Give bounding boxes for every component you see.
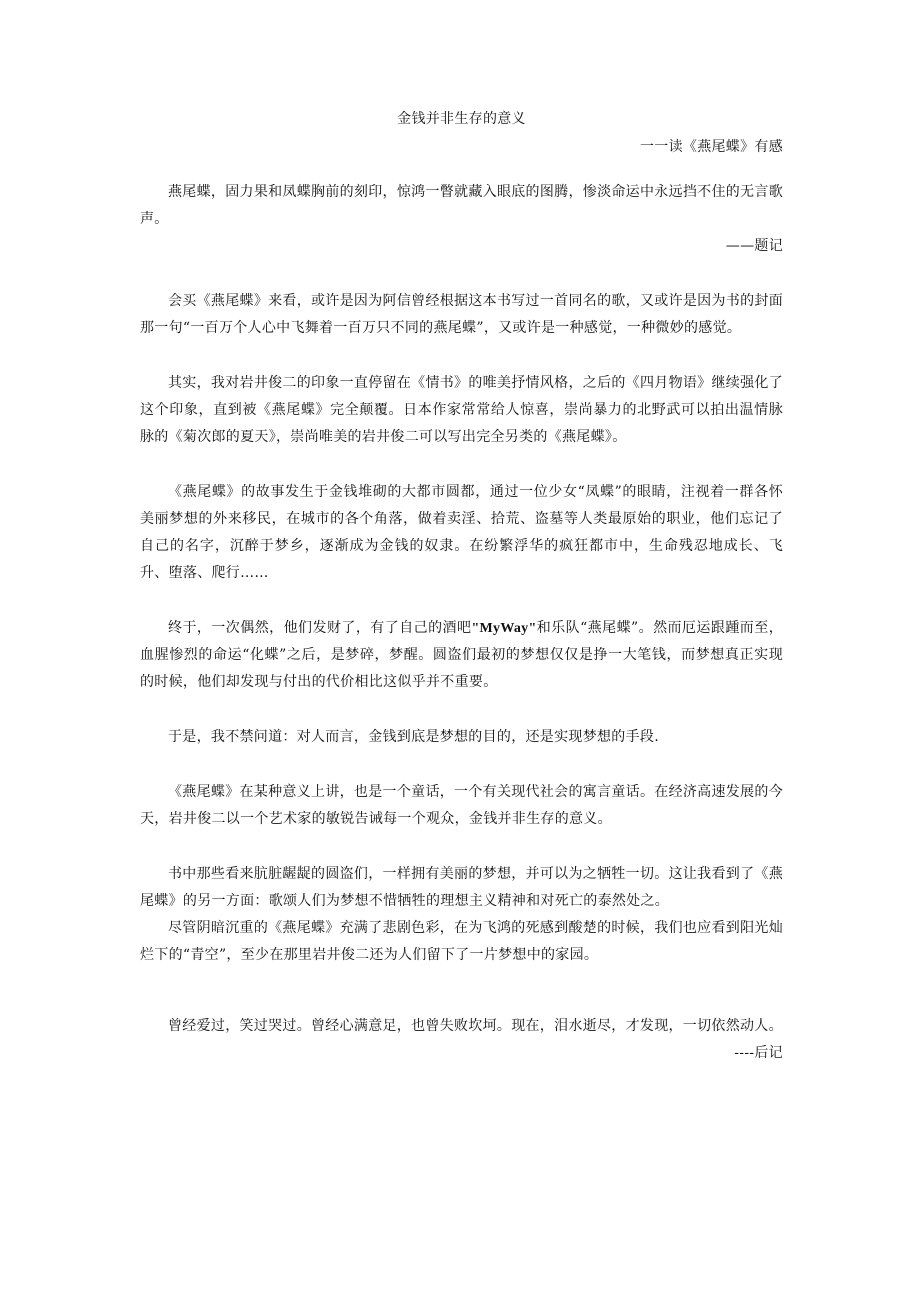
paragraph-8: 尽管阴暗沉重的《燕尾蝶》充满了悲剧色彩，在为飞鸿的死感到酸楚的时候，我们也应看到阳光灿烂下的“青空”，至少在那里岩井俊二还为人们留下了一片梦想中的家园。 [140, 920, 783, 963]
document-page [140, 106, 783, 1067]
spacer [140, 342, 783, 370]
paragraph-6: 《燕尾蝶》在某种意义上讲，也是一个童话，一个有关现代社会的寓言童话。在经济高速发展的今天，岩井俊二以一个艺术家的敏锐告诫每一个观众，金钱并非生存的意义。 [140, 784, 783, 827]
spacer [140, 587, 783, 615]
bar-name-myway: "MyWay" [471, 621, 537, 636]
spacer [140, 751, 783, 779]
epigraph-text: 燕尾蝶，固力果和凤蝶胸前的刻印，惊鸿一瞥就藏入眼底的图腾，惨淡命运中永远挡不住的无言歌声。 [140, 184, 783, 227]
spacer [140, 696, 783, 724]
document-title: 金钱并非生存的意义 [397, 111, 526, 127]
paragraph-3: 《燕尾蝶》的故事发生于金钱堆砌的大都市圆都，通过一位少女“凤蝶”的眼睛，注视着一群各怀美丽梦想的外来移民，在城市的各个角落，做着卖淫、拾荒、盗墓等人类最原始的职业，他们忘记了自己的名字，沉醉于梦乡，逐渐成为金钱的奴隶。在纷繁浮华的疯狂都市中，生命残忍地成长、飞升、堕落、爬行…… [140, 484, 783, 581]
document-subtitle: 一一读《燕尾蝶》有感 [640, 139, 783, 155]
spacer [140, 260, 783, 288]
postscript-text: 曾经爱过，笑过哭过。曾经心满意足，也曾失败坎坷。现在，泪水逝尽，才发现，一切依然动人。 [168, 1018, 783, 1034]
paragraph-5: 于是，我不禁问道：对人而言，金钱到底是梦想的目的，还是实现梦想的手段. [168, 729, 659, 745]
spacer [140, 451, 783, 479]
paragraph-2: 其实，我对岩井俊二的印象一直停留在《情书》的唯美抒情风格，之后的《四月物语》继续强化了这个印象，直到被《燕尾蝶》完全颠覆。日本作家常常给人惊喜，崇尚暴力的北野武可以拍出温情脉脉的《菊次郎的夏天》，崇尚唯美的岩井俊二可以写出完全另类的《燕尾蝶》。 [140, 375, 783, 445]
paragraph-4-start: 终于，一次偶然，他们发财了，有了自己的酒吧 [168, 620, 472, 636]
paragraph-4-end: 和乐队“燕尾蝶”。然而厄运跟踵而至，血腥惨烈的命运“化蝶”之后，是梦碎，梦醒。圆盗们最初的梦想仅仅是挣一大笔钱，而梦想真正实现的时候，他们却发现与付出的代价相比这似乎并不重要。 [140, 620, 783, 690]
spacer [140, 161, 783, 179]
paragraph-7: 书中那些看来肮脏龌龊的圆盗们，一样拥有美丽的梦想，并可以为之牺牲一切。这让我看到了《燕尾蝶》的另一方面：歌颂人们为梦想不惜牺牲的理想主义精神和对死亡的泰然处之。 [140, 866, 783, 909]
spacer [140, 969, 783, 1013]
paragraph-1: 会买《燕尾蝶》来看，或许是因为阿信曾经根据这本书写过一首同名的歌，又或许是因为书的封面那一句“一百万个人心中飞舞着一百万只不同的燕尾蝶”，又或许是一种感觉，一种微妙的感觉。 [140, 293, 783, 336]
paragraph-4 [140, 615, 783, 696]
postscript-signature: ----后记 [734, 1045, 783, 1061]
epigraph-signature: ——题记 [725, 238, 783, 254]
spacer [140, 833, 783, 861]
